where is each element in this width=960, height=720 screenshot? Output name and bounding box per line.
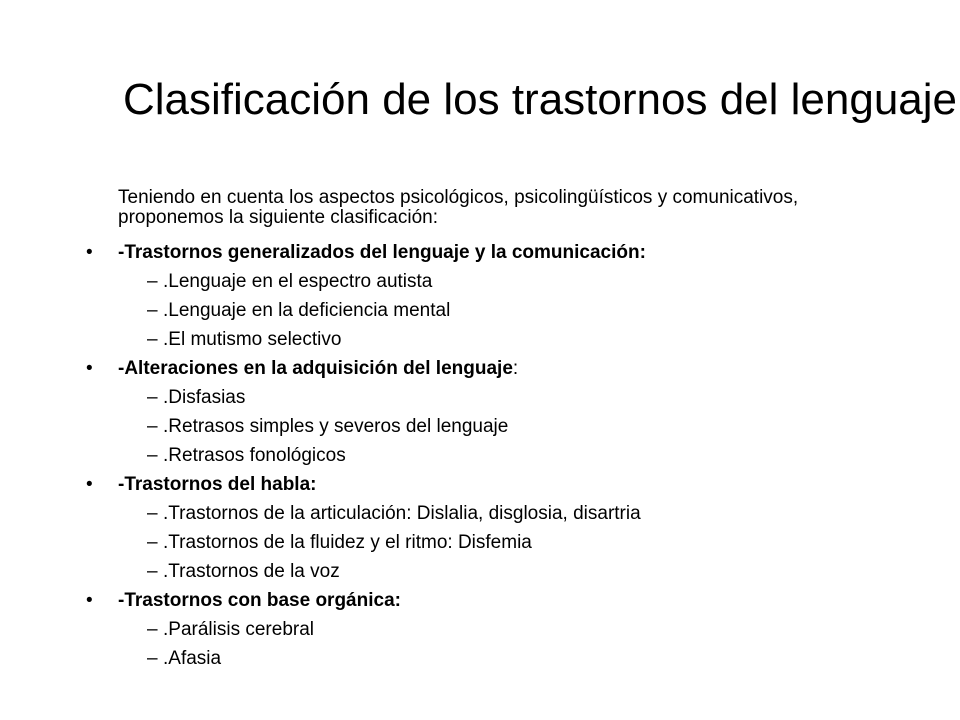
dash-icon: –	[147, 445, 158, 466]
bullet-icon: •	[86, 590, 93, 611]
slide-title: Clasificación de los trastornos del lenguaje	[122, 75, 958, 124]
section-heading-suffix: :	[512, 358, 519, 379]
list-item	[0, 441, 960, 470]
list-item	[0, 383, 960, 412]
dash-icon: –	[147, 416, 158, 437]
list-item-text: .Trastornos de la voz	[163, 561, 340, 582]
bullet-icon: •	[86, 358, 93, 379]
list-item	[0, 615, 960, 644]
classification-list	[0, 238, 960, 673]
bullet-icon: •	[86, 242, 93, 263]
section-heading	[0, 586, 960, 615]
list-item-text: .Lenguaje en el espectro autista	[163, 271, 433, 292]
section-heading	[0, 354, 960, 383]
list-item	[0, 296, 960, 325]
list-item-text: .Parálisis cerebral	[163, 619, 314, 640]
list-item	[0, 499, 960, 528]
list-item	[0, 528, 960, 557]
list-item	[0, 412, 960, 441]
section-heading-text: -Alteraciones en la adquisición del lenguaje	[118, 358, 513, 379]
dash-icon: –	[147, 329, 158, 350]
dash-icon: –	[147, 561, 158, 582]
list-item-text: .Disfasias	[163, 387, 246, 408]
dash-icon: –	[147, 387, 158, 408]
list-item-text: .Retrasos fonológicos	[163, 445, 346, 466]
list-item-text: .Trastornos de la fluidez y el ritmo: Disfemia	[163, 532, 532, 553]
intro-paragraph: Teniendo en cuenta los aspectos psicológicos, psicolingüísticos y comunicativos, proponemos la siguiente clasificación:	[118, 187, 799, 228]
list-item	[0, 267, 960, 296]
list-item	[0, 644, 960, 673]
list-item-text: .El mutismo selectivo	[163, 329, 342, 350]
dash-icon: –	[147, 271, 158, 292]
bullet-icon: •	[86, 474, 93, 495]
list-item-text: .Retrasos simples y severos del lenguaje	[163, 416, 509, 437]
list-item-text: .Lenguaje en la deficiencia mental	[163, 300, 451, 321]
dash-icon: –	[147, 300, 158, 321]
section-heading-text: -Trastornos del habla:	[118, 474, 317, 495]
list-item-text: .Trastornos de la articulación: Dislalia, disglosia, disartria	[163, 503, 641, 524]
section-heading-text: -Trastornos con base orgánica:	[118, 590, 401, 611]
dash-icon: –	[147, 648, 158, 669]
list-item	[0, 557, 960, 586]
section-heading	[0, 238, 960, 267]
list-item-text: .Afasia	[163, 648, 222, 669]
dash-icon: –	[147, 532, 158, 553]
dash-icon: –	[147, 503, 158, 524]
section-heading	[0, 470, 960, 499]
dash-icon: –	[147, 619, 158, 640]
section-heading-text: -Trastornos generalizados del lenguaje y la comunicación:	[118, 242, 646, 263]
list-item	[0, 325, 960, 354]
